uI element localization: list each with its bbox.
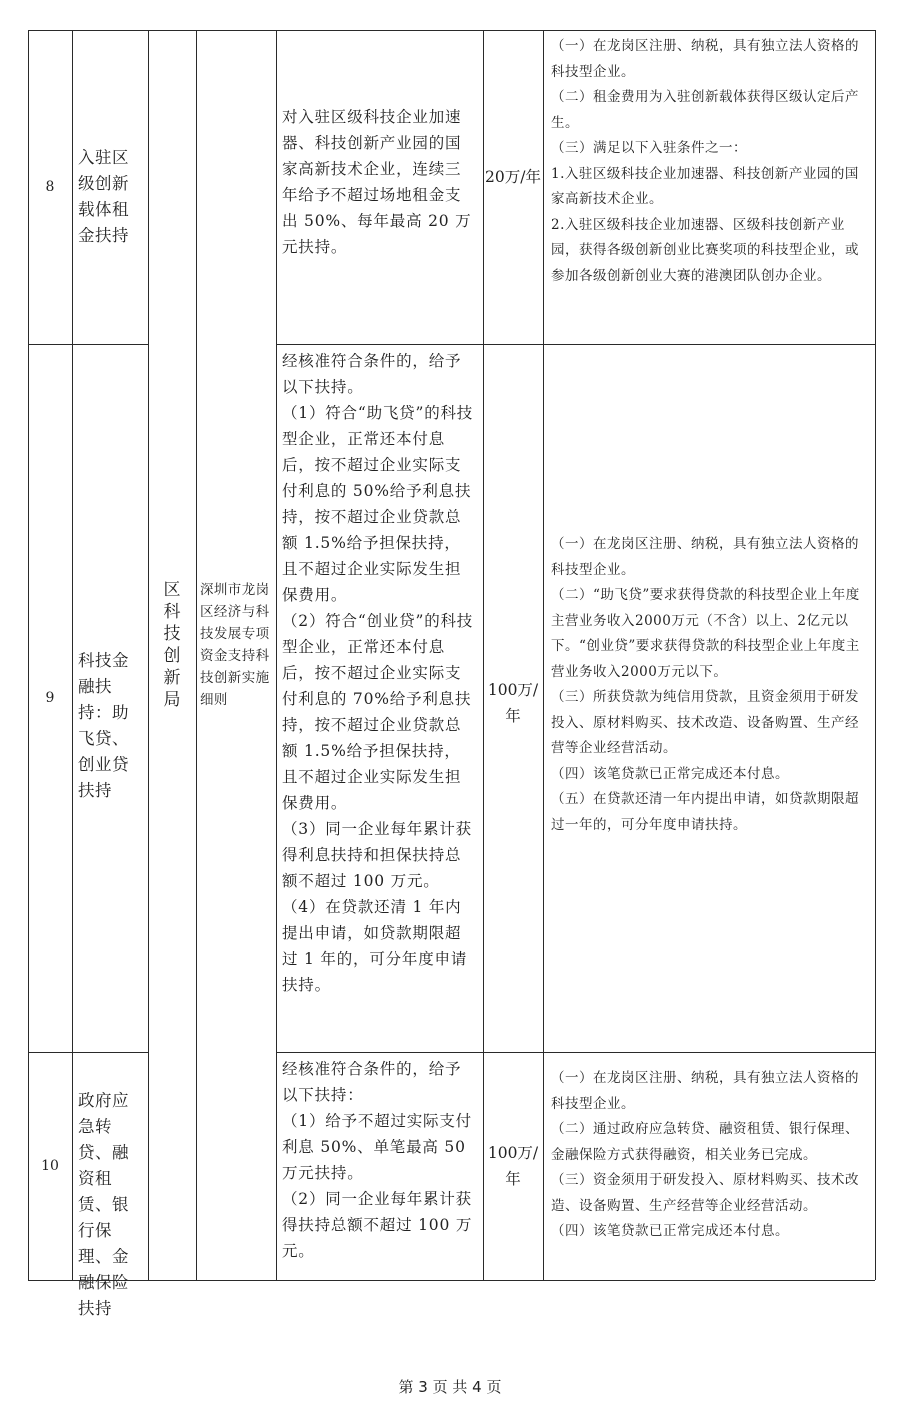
condition-line: （一）在龙岗区注册、纳税，具有独立法人资格的科技型企业。 [551, 536, 859, 578]
col-border [483, 30, 484, 1280]
content-line: （2）符合“创业贷”的科技型企业，正常还本付息后，按不超过企业实际支付利息的 70%给予利息扶持，按不超过企业贷款总额 1.5%给予担保扶持，且不超过企业实际发生担保费用。 [282, 612, 474, 812]
eligibility-conditions [543, 34, 875, 289]
condition-line: 1.入驻区级科技企业加速器、科技创新产业园的国家高新技术企业。 [551, 165, 859, 207]
policy-text: 深圳市龙岗区经济与科技发展专项资金支持科技创新实施细则 [200, 582, 270, 708]
condition-line: （一）在龙岗区注册、纳税，具有独立法人资格的科技型企业。 [551, 38, 859, 80]
department-text: 区科技创新局 [163, 580, 181, 710]
support-content [276, 104, 483, 260]
item-name: 政府应急转贷、融资租赁、银行保理、金融保险扶持 [78, 1091, 129, 1318]
content-line: （3）同一企业每年累计获得利息扶持和担保扶持总额不超过 100 万元。 [282, 820, 472, 890]
condition-line: （二）“助飞贷”要求获得贷款的科技型企业上年度主营业务收入2000万元（不含）以上、2亿元以下。“创业贷”要求获得贷款的科技型企业上年度主营业务收入2000万元以下。 [551, 587, 860, 680]
content-line: （1）给予不超过实际支付利息 50%、单笔最高 50 万元扶持。 [282, 1112, 472, 1182]
condition-line: （五）在贷款还清一年内提出申请，如贷款期限超过一年的，可分年度申请扶持。 [551, 791, 859, 833]
row-number: 8 [45, 179, 55, 195]
condition-line: （三）满足以下入驻条件之一： [551, 140, 747, 156]
support-content [276, 1056, 483, 1264]
item-name: 科技金融扶持：助飞贷、创业贷扶持 [78, 651, 129, 800]
row-number: 10 [41, 1158, 59, 1174]
condition-line: （四）该笔贷款已正常完成还本付息。 [551, 1223, 789, 1239]
support-amount: 20万/年 [485, 168, 541, 186]
content-line: 对入驻区级科技企业加速器、科技创新产业园的国家高新技术企业，连续三年给予不超过场地租金支出 50%、每年最高 20 万元扶持。 [282, 108, 472, 256]
policy-cell [196, 30, 276, 1280]
condition-line: （一）在龙岗区注册、纳税，具有独立法人资格的科技型企业。 [551, 1070, 859, 1112]
row-number: 9 [45, 690, 55, 706]
content-line: （4）在贷款还清 1 年内提出申请，如贷款期限超过 1 年的，可分年度申请扶持。 [282, 898, 468, 994]
col-border [875, 30, 876, 1280]
condition-line: （四）该笔贷款已正常完成还本付息。 [551, 765, 789, 782]
condition-line: 2.入驻区级科技企业加速器、区级科技创新产业园，获得各级创新创业比赛奖项的科技型企业，或参加各级创新创业大赛的港澳团队创办企业。 [551, 216, 859, 284]
support-content [276, 348, 483, 998]
eligibility-conditions [543, 532, 875, 838]
support-amount: 100万/年 [487, 681, 539, 725]
row-divider [276, 344, 875, 345]
page-number-footer: 第 3 页 共 4 页 [398, 1378, 502, 1396]
condition-line: （三）所获贷款为纯信用贷款，且资金须用于研发投入、原材料购买、技术改造、设备购置、生产经营等企业经营活动。 [551, 689, 859, 756]
support-amount: 100万/年 [487, 1144, 539, 1188]
eligibility-conditions [543, 1066, 875, 1245]
table-bottom-border [28, 1280, 875, 1281]
condition-line: （三）资金须用于研发投入、原材料购买、技术改造、设备购置、生产经营等企业经营活动。 [551, 1172, 859, 1214]
content-line: （2）同一企业每年累计获得扶持总额不超过 100 万元。 [282, 1190, 473, 1260]
content-line: 经核准符合条件的，给予以下扶持： [282, 1060, 462, 1104]
row-divider [276, 1052, 875, 1053]
content-line: 经核准符合条件的，给予以下扶持。 [282, 352, 462, 396]
content-line: （1）符合“助飞贷”的科技型企业，正常还本付息后，按不超过企业实际支付利息的 50%给予利息扶持，按不超过企业贷款总额 1.5%给予担保扶持，且不超过企业实际发生担保费用。 [282, 404, 474, 604]
department-cell [148, 30, 196, 1280]
condition-line: （二）通过政府应急转贷、融资租赁、银行保理、金融保险方式获得融资，相关业务已完成。 [551, 1121, 859, 1163]
condition-line: （二）租金费用为入驻创新载体获得区级认定后产生。 [551, 89, 859, 131]
item-name: 入驻区级创新载体租金扶持 [78, 148, 129, 245]
